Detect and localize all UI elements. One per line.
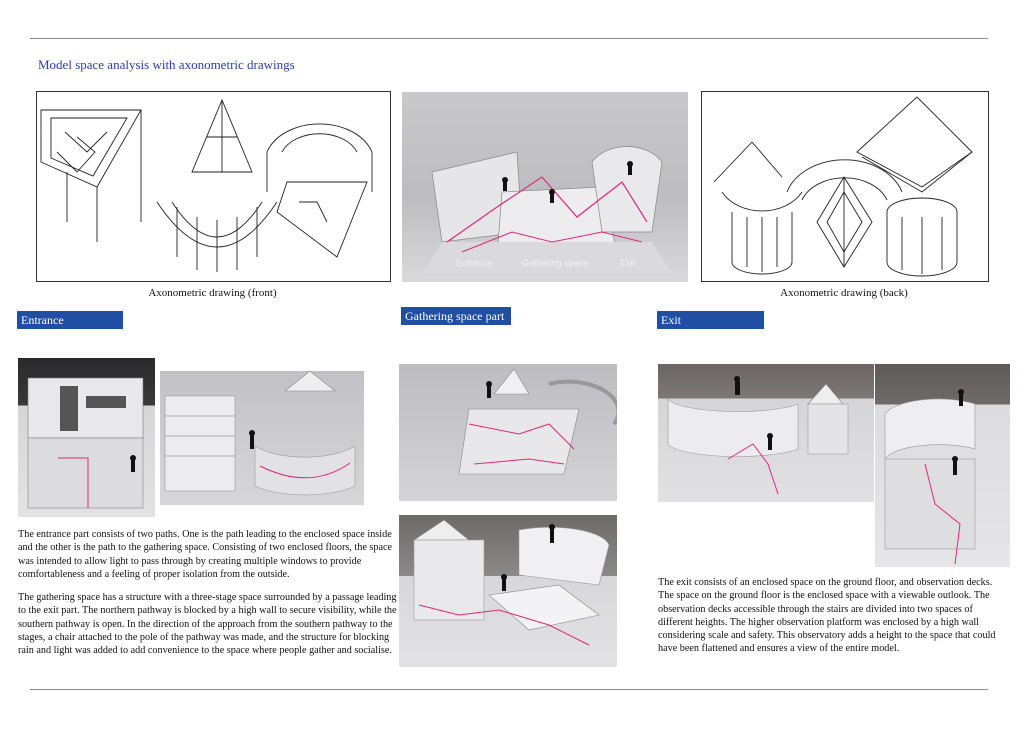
axonometric-drawing-front	[36, 91, 391, 282]
entrance-paragraph-2: The gathering space has a structure with a three-stage space surrounded by a passage leading to the exit part. The northern pathway is blocked by a high wall to secure visibility, while the southern pathway is open. In the direction of the approach from the southern pathway to the stages, a chair attached to the pole of the pathway was made, and the structure for blocking rain and light was added to add convenience to the space where people gather and socialise.	[18, 592, 397, 657]
caption-front: Axonometric drawing (front)	[148, 287, 277, 299]
exit-photo-2	[875, 364, 1010, 567]
gathering-photo-1	[399, 364, 617, 501]
axonometric-drawing-back	[701, 91, 989, 282]
caption-back: Axonometric drawing (back)	[780, 287, 908, 299]
exit-paragraph: The exit consists of an enclosed space on the ground floor, and observation decks. The space on the ground floor is the enclosed space with a viewable outlook. The observation decks accessible through the stairs are divided into two spaces of different heights. The higher observation platform was enclosed by a high wall considering scale and safety. This observatory adds a height to the space that could have been flattened and ensures a view of the entire model.	[658, 577, 996, 655]
exit-photo-1	[658, 364, 874, 502]
entrance-paragraph-1: The entrance part consists of two paths. One is the path leading to the enclosed space inside and the other is the path to the gathering space. Consisting of two enclosed floors, the space was intended to allow light to pass through by creating multiple windows to provide comfortableness and a feeling of proper isolation from the outside.	[18, 529, 393, 580]
entrance-photo-2	[160, 371, 364, 505]
section-label-exit: Exit	[657, 311, 764, 329]
entrance-photo-1	[18, 358, 155, 517]
section-label-gathering: Gathering space part	[401, 307, 511, 325]
overlay-label-gathering: Gathering space	[522, 258, 589, 268]
overlay-label-entrance: Entrance	[456, 258, 493, 268]
overlay-label-exit: Exit	[620, 258, 636, 268]
section-label-entrance: Entrance	[17, 311, 123, 329]
top-rule	[30, 38, 988, 39]
model-overview-photo	[402, 92, 688, 282]
gathering-photo-2	[399, 515, 617, 667]
bottom-rule	[30, 689, 988, 690]
page-title: Model space analysis with axonometric drawings	[38, 57, 295, 72]
